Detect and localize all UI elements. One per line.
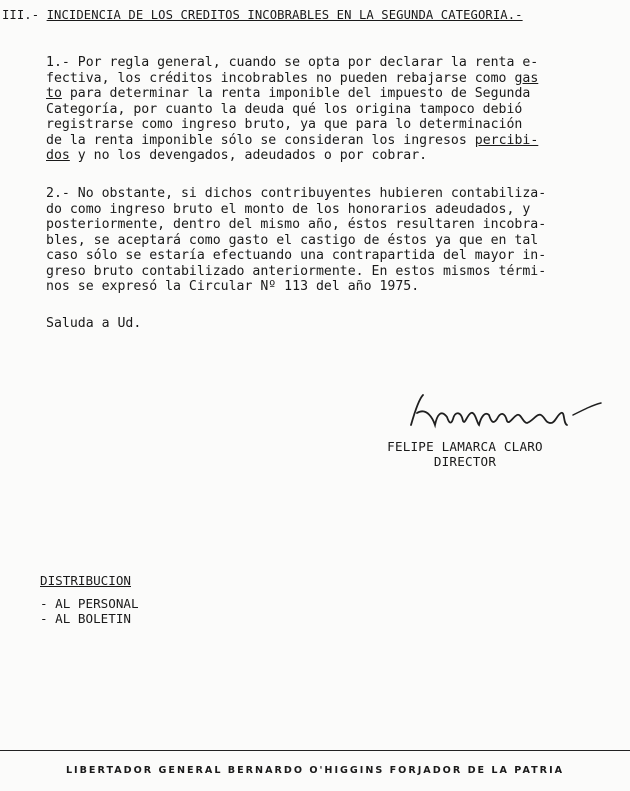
text-segment: de la renta imponible sólo se consideran los ingresos (46, 132, 475, 148)
signer-title: DIRECTOR (433, 454, 497, 469)
paragraph-2-line: do como ingreso bruto el monto de los honorarios adeudados, y (46, 201, 531, 217)
text-segment: para determinar la renta imponible del impuesto de Segunda (61, 86, 531, 101)
paragraph-1-line (46, 86, 618, 102)
distribution-block (40, 573, 139, 626)
signer-block (372, 439, 558, 469)
section-numeral: III.- (2, 8, 40, 22)
distribution-item: - AL BOLETIN (40, 611, 131, 626)
signer-name: FELIPE LAMARCA CLARO (387, 439, 543, 454)
text-segment: y no los devengados, adeudados o por cobrar. (69, 148, 428, 163)
paragraph-2-line: greso bruto contabilizado anteriormente. En estos mismos térmi- (46, 263, 547, 279)
paragraph-2-line: posteriormente, dentro del mismo año, éstos resultaren incobra- (46, 217, 547, 232)
footer-divider (0, 750, 630, 751)
section-title: INCIDENCIA DE LOS CREDITOS INCOBRABLES EN LA SEGUNDA CATEGORIA.- (46, 8, 523, 22)
distribution-title: DISTRIBUCION (40, 573, 131, 588)
text-segment: fectiva, los créditos incobrables no pueden rebajarse como (46, 70, 515, 86)
closing-salutation: Saluda a Ud. (46, 316, 142, 331)
handwritten-signature (405, 389, 605, 437)
paragraph-2-line: nos se expresó la Circular Nº 113 del año 1975. (46, 279, 420, 294)
paragraph-1-line (46, 148, 618, 164)
paragraph-2 (46, 186, 618, 295)
paragraph-2-line: bles, se aceptará como gasto el castigo de éstos ya que en tal (46, 232, 539, 248)
distribution-item: - AL PERSONAL (40, 596, 139, 611)
paragraph-1-line: Categoría, por cuanto la deuda qué los origina tampoco debió (46, 101, 523, 117)
underlined-text: to (46, 86, 62, 101)
paragraph-1-line: registrarse como ingreso bruto, ya que para lo determinación (46, 117, 523, 132)
paragraph-1-line: 1.- Por regla general, cuando se opta por declarar la renta e- (46, 55, 539, 70)
underlined-text: percibi- (474, 132, 539, 148)
paragraph-1-line (46, 71, 618, 87)
underlined-text: gas (514, 70, 539, 86)
footer-motto: LIBERTADOR GENERAL BERNARDO O'HIGGINS FORJADOR DE LA PATRIA (65, 765, 565, 776)
paragraph-1 (46, 55, 618, 164)
paragraph-2-line: caso sólo se estaría efectuando una contrapartida del mayor in- (46, 248, 547, 263)
section-heading (2, 8, 628, 22)
underlined-text: dos (46, 148, 70, 163)
paragraph-2-line: 2.- No obstante, si dichos contribuyentes hubieren contabiliza- (46, 186, 547, 201)
paragraph-1-line (46, 133, 618, 149)
